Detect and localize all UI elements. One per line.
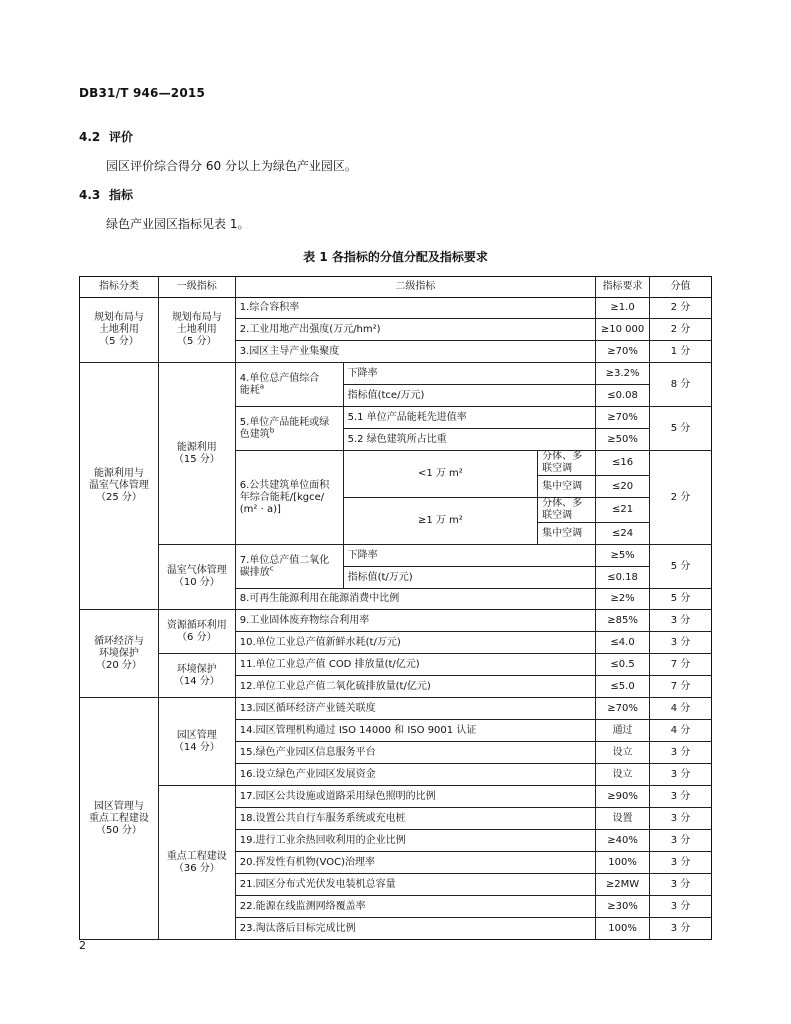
ac-type: 集中空调 (538, 476, 596, 498)
indicator-requirement: ≥85% (596, 610, 650, 632)
category-cell (80, 610, 159, 698)
table-title: 表 1 各指标的分值分配及指标要求 (303, 250, 488, 264)
section-heading-4-3 (79, 186, 133, 203)
category-line: （50 分） (95, 824, 142, 836)
indicator-requirement: ≥1.0 (596, 298, 650, 319)
indicator-name: 8.可再生能源利用在能源消费中比例 (235, 589, 595, 610)
footnote-marker: c (269, 564, 274, 573)
indicator-name-line: 能耗$^a$ (239, 382, 265, 396)
indicator-name: 12.单位工业总产值二氧化硫排放量(t/亿元) (235, 676, 595, 698)
indicator-name: 23.淘汰落后目标完成比例 (235, 918, 595, 940)
indicator-score: 7 分 (650, 654, 712, 676)
indicator-name: 18.设置公共自行车服务系统或充电桩 (235, 808, 595, 830)
indicator-requirement: ≤0.18 (596, 567, 650, 589)
page-number: 2 (79, 939, 86, 952)
indicator-score: 3 分 (650, 808, 712, 830)
category-line: 规划布局与 (93, 312, 144, 323)
indicator-requirement: ≤20 (596, 476, 650, 498)
indicator-requirement: ≤21 (596, 498, 650, 523)
column-header: 二级指标 (235, 277, 595, 298)
category-cell (80, 698, 159, 940)
indicator-requirement: ≤24 (596, 523, 650, 545)
indicator-requirement: ≤4.0 (596, 632, 650, 654)
indicator-requirement: ≤16 (596, 451, 650, 476)
indicator-name: 3.园区主导产业集聚度 (235, 341, 595, 363)
indicator-requirement: ≥5% (596, 545, 650, 567)
category-line: 土地利用 (98, 324, 139, 335)
indicator-requirement: ≥70% (596, 341, 650, 363)
category-line: （20 分） (95, 659, 142, 671)
indicator-requirement: 设立 (596, 764, 650, 786)
indicator-name: 13.园区循环经济产业链关联度 (235, 698, 595, 720)
indicator-name-line: 年综合能耗/[kgce/ (239, 491, 325, 503)
level1-cell (158, 545, 235, 610)
indicator-requirement: ≥10 000 (596, 319, 650, 341)
indicator-name: 17.园区公共设施或道路采用绿色照明的比例 (235, 786, 595, 808)
level1-line: 资源循环利用 (166, 619, 227, 631)
category-line: 重点工程建设 (88, 812, 149, 824)
section-number: 4.2 (79, 130, 101, 144)
level1-line: （10 分） (173, 577, 220, 588)
level1-line: 能源利用 (176, 441, 217, 453)
level1-cell (158, 363, 235, 545)
indicator-name: 19.进行工业余热回收利用的企业比例 (235, 830, 595, 852)
indicator-score: 5 分 (650, 545, 712, 589)
indicator-requirement: ≤5.0 (596, 676, 650, 698)
table-row (80, 654, 712, 676)
indicator-score: 4 分 (650, 698, 712, 720)
indicator-requirement: ≤0.08 (596, 385, 650, 407)
indicator-score: 5 分 (650, 407, 712, 451)
section-paragraph: 绿色产业园区指标见表 1。 (106, 217, 250, 231)
indicator-requirement: ≥70% (596, 407, 650, 429)
indicator-name-line: 4.单位总产值综合 (239, 372, 320, 384)
indicator-score: 3 分 (650, 852, 712, 874)
section-heading-4-2 (79, 128, 133, 145)
document-code: DB31/T 946—2015 (79, 86, 205, 100)
indicator-name: 22.能源在线监测网络覆盖率 (235, 896, 595, 918)
indicator-score: 3 分 (650, 764, 712, 786)
category-line: 温室气体管理 (88, 480, 149, 491)
indicator-requirement: 100% (596, 852, 650, 874)
level1-line: （36 分） (173, 862, 220, 874)
indicator-name (235, 451, 343, 545)
indicator-requirement: 100% (596, 918, 650, 940)
indicator-score: 2 分 (650, 319, 712, 341)
level1-line: 环境保护 (176, 663, 217, 675)
level1-line: 土地利用 (176, 324, 217, 335)
indicator-score: 8 分 (650, 363, 712, 407)
indicator-name: 10.单位工业总产值新鲜水耗(t/万元) (235, 632, 595, 654)
table-row (80, 298, 712, 319)
level1-cell (158, 298, 235, 363)
indicator-name-line: 色建筑$^b$ (239, 426, 275, 440)
category-line: （25 分） (95, 492, 142, 503)
level1-line: （6 分） (177, 631, 217, 643)
category-cell (80, 363, 159, 610)
indicator-score: 3 分 (650, 896, 712, 918)
level1-cell (158, 610, 235, 654)
indicator-requirement: ≥2% (596, 589, 650, 610)
sub-indicator: 5.2 绿色建筑所占比重 (343, 429, 595, 451)
indicator-requirement: ≥40% (596, 830, 650, 852)
indicator-score: 2 分 (650, 451, 712, 545)
column-header: 指标分类 (80, 277, 159, 298)
indicator-requirement: 设立 (596, 742, 650, 764)
level1-line: 规划布局与 (171, 312, 222, 323)
category-line: （5 分） (99, 336, 139, 347)
level1-line: （14 分） (173, 741, 220, 753)
indicator-name-line: 碳排放$^c$ (239, 564, 274, 578)
indicator-requirement: 通过 (596, 720, 650, 742)
level1-line: （15 分） (173, 453, 220, 465)
table-header-row (80, 277, 712, 298)
indicator-requirement: ≤0.5 (596, 654, 650, 676)
building-area: <1 万 m² (343, 451, 538, 498)
indicator-score: 7 分 (650, 676, 712, 698)
indicator-requirement: 设置 (596, 808, 650, 830)
indicator-requirement: ≥90% (596, 786, 650, 808)
table-row (80, 545, 712, 567)
footnote-marker: b (269, 426, 275, 435)
indicator-requirement: ≥3.2% (596, 363, 650, 385)
indicator-name-line: 5.单位产品能耗或绿 (239, 416, 330, 428)
indicator-name: 1.综合容积率 (235, 298, 595, 319)
level1-cell (158, 698, 235, 786)
indicator-score: 1 分 (650, 341, 712, 363)
indicator-requirement: ≥50% (596, 429, 650, 451)
indicator-name: 15.绿色产业园区信息服务平台 (235, 742, 595, 764)
sub-indicator: 指标值(tce/万元) (343, 385, 595, 407)
table-row (80, 786, 712, 808)
ac-type: 集中空调 (538, 523, 596, 545)
category-line: 能源利用与 (93, 468, 144, 479)
sub-indicator: 指标值(t/万元) (343, 567, 595, 589)
indicator-score: 3 分 (650, 632, 712, 654)
level1-line: 重点工程建设 (166, 850, 227, 862)
indicator-name: 9.工业固体废弃物综合利用率 (235, 610, 595, 632)
footnote-marker: a (259, 382, 265, 391)
indicator-name: 14.园区管理机构通过 ISO 14000 和 ISO 9001 认证 (235, 720, 595, 742)
column-header: 分值 (650, 277, 712, 298)
category-cell (80, 298, 159, 363)
indicator-name (235, 363, 343, 407)
level1-cell (158, 786, 235, 940)
indicator-score: 5 分 (650, 589, 712, 610)
sub-indicator: 下降率 (343, 545, 595, 567)
indicator-name-line: 6.公共建筑单位面积 (239, 479, 330, 491)
section-title: 评价 (109, 130, 134, 144)
indicator-name (235, 545, 343, 589)
sub-indicator: 下降率 (343, 363, 595, 385)
indicator-score: 4 分 (650, 720, 712, 742)
section-title: 指标 (109, 188, 134, 202)
indicator-name: 11.单位工业总产值 COD 排放量(t/亿元) (235, 654, 595, 676)
indicator-score: 3 分 (650, 874, 712, 896)
category-line: 循环经济与 (93, 635, 144, 647)
level1-line: （5 分） (177, 336, 217, 347)
indicator-name: 16.设立绿色产业园区发展资金 (235, 764, 595, 786)
indicator-score: 3 分 (650, 830, 712, 852)
indicator-name: 20.挥发性有机物(VOC)治理率 (235, 852, 595, 874)
section-number: 4.3 (79, 188, 101, 202)
indicator-requirement: ≥30% (596, 896, 650, 918)
indicator-name (235, 407, 343, 451)
indicator-score: 3 分 (650, 786, 712, 808)
building-area: ≥1 万 m² (343, 498, 538, 545)
table-row (80, 610, 712, 632)
category-line: 园区管理与 (93, 800, 144, 812)
table-row (80, 363, 712, 385)
level1-line: 园区管理 (176, 729, 217, 741)
indicator-name: 2.工业用地产出强度(万元/hm²) (235, 319, 595, 341)
ac-type: 分体、多联空调 (538, 451, 596, 476)
category-line: 环境保护 (98, 647, 139, 659)
ac-type: 分体、多联空调 (538, 498, 596, 523)
indicator-name: 21.园区分布式光伏发电装机总容量 (235, 874, 595, 896)
indicator-table (79, 276, 712, 940)
column-header: 指标要求 (596, 277, 650, 298)
level1-cell (158, 654, 235, 698)
table-row (80, 698, 712, 720)
sub-indicator: 5.1 单位产品能耗先进值率 (343, 407, 595, 429)
column-header: 一级指标 (158, 277, 235, 298)
indicator-requirement: ≥2MW (596, 874, 650, 896)
indicator-score: 3 分 (650, 610, 712, 632)
level1-line: （14 分） (173, 675, 220, 687)
indicator-name-line: 7.单位总产值二氧化 (239, 554, 330, 566)
level1-line: 温室气体管理 (166, 565, 227, 576)
indicator-score: 3 分 (650, 742, 712, 764)
indicator-name-line: (m² · a)] (239, 503, 281, 515)
section-paragraph: 园区评价综合得分 60 分以上为绿色产业园区。 (106, 159, 357, 173)
indicator-requirement: ≥70% (596, 698, 650, 720)
indicator-score: 3 分 (650, 918, 712, 940)
indicator-score: 2 分 (650, 298, 712, 319)
